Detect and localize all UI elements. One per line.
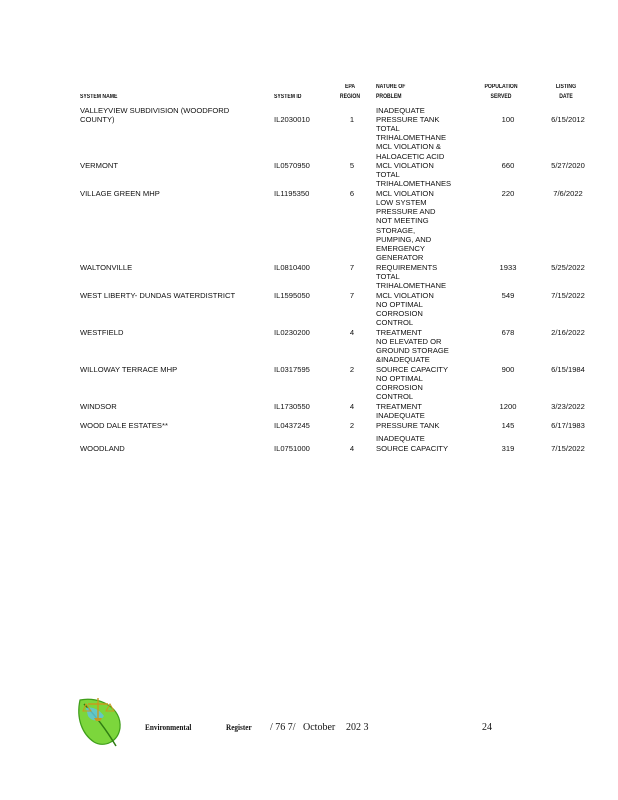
header-listing-line1: LISTING (555, 84, 577, 90)
system-name: WALTONVILLE (80, 263, 133, 272)
system-name: VALLEYVIEW SUBDIVISION (WOODFORD COUNTY) (80, 106, 230, 125)
problem-fragment-line: CORROSION (376, 383, 423, 393)
problem-fragment-line: EMERGENCY (376, 244, 425, 254)
listing-date: 6/15/1984 (551, 365, 585, 374)
problem-fragment-line: CONTROL (376, 318, 414, 328)
problem-fragment-line: &INADEQUATE (376, 355, 430, 365)
listing-date: 7/15/2022 (551, 291, 585, 300)
problem-fragment (376, 124, 466, 161)
population-served: 678 (501, 328, 515, 337)
footer-title-register: Register (226, 722, 252, 732)
epa-region: 7 (349, 291, 355, 300)
listing-date: 6/15/2012 (551, 115, 585, 124)
epa-region: 2 (349, 365, 355, 374)
nature-of-problem: TREATMENT (376, 328, 422, 337)
header-epa-region (335, 82, 366, 102)
header-epa-region-line2: REGION (339, 94, 361, 100)
population-served: 549 (501, 291, 515, 300)
header-population-line2: SERVED (490, 94, 512, 100)
problem-fragment-line: GROUND STORAGE (376, 346, 449, 356)
problem-fragment (376, 411, 466, 420)
system-name: VERMONT (80, 161, 118, 170)
problem-fragment-line: TOTAL (376, 170, 400, 179)
population-served: 319 (501, 444, 515, 453)
header-system-id: SYSTEM ID (274, 94, 302, 100)
nature-of-problem: MCL VIOLATION (376, 161, 434, 170)
nature-of-problem: MCL VIOLATION (376, 291, 434, 300)
system-id: IL2030010 (274, 115, 310, 124)
problem-fragment-line: TRIHALOMETHANE (376, 281, 447, 291)
population-served: 220 (501, 189, 515, 198)
system-id: IL0810400 (274, 263, 310, 272)
problem-fragment-line: NOT MEETING (376, 216, 429, 226)
nature-of-problem: TREATMENT (376, 402, 422, 411)
nature-of-problem: PRESSURE TANK (376, 421, 440, 430)
header-nature-of-problem (376, 82, 405, 102)
system-name: WESTFIELD (80, 328, 124, 337)
system-name: WILLOWAY TERRACE MHP (80, 365, 178, 374)
population-served: 1200 (499, 402, 517, 411)
system-name: WOOD DALE ESTATES** (80, 421, 168, 430)
problem-fragment (376, 434, 466, 443)
header-listing-date (549, 82, 583, 102)
footer-month: October (303, 722, 336, 733)
footer-issue: / 76 7/ (270, 722, 296, 733)
header-population-line1: POPULATION (484, 84, 518, 90)
listing-date: 2/16/2022 (551, 328, 585, 337)
problem-fragment (376, 170, 466, 188)
nature-of-problem: SOURCE CAPACITY (376, 444, 449, 453)
problem-fragment-line: TRIHALOMETHANES (376, 179, 452, 189)
listing-date: 7/15/2022 (551, 444, 585, 453)
system-id: IL1195350 (274, 189, 310, 198)
problem-fragment-line: NO OPTIMAL (376, 300, 423, 309)
system-id: IL0317595 (274, 365, 310, 374)
header-nature-line1: NATURE OF (376, 84, 406, 90)
epa-region: 6 (349, 189, 355, 198)
problem-fragment-line: CORROSION (376, 309, 423, 319)
problem-fragment-line: PUMPING, AND (376, 234, 432, 244)
footer-title-environmental: Environmental (145, 722, 192, 732)
system-name: WINDSOR (80, 402, 117, 411)
population-served: 900 (501, 365, 515, 374)
epa-region: 4 (349, 328, 355, 337)
nature-of-problem: PRESSURE TANK (376, 115, 440, 124)
header-nature-line2: PROBLEM (376, 94, 402, 100)
nature-of-problem: SOURCE CAPACITY (376, 365, 449, 374)
listing-date: 6/17/1983 (551, 421, 585, 430)
listing-date: 5/25/2022 (551, 263, 585, 272)
epa-region: 2 (349, 421, 355, 430)
system-name: VILLAGE GREEN MHP (80, 189, 160, 198)
listing-date: 3/23/2022 (551, 402, 585, 411)
listing-date: 5/27/2020 (551, 161, 585, 170)
problem-fragment-line: HALOACETIC ACID (376, 151, 445, 161)
population-served: 1933 (499, 263, 517, 272)
epa-region: 4 (349, 444, 355, 453)
problem-fragment-line: MCL VIOLATION & (376, 142, 441, 152)
system-name: WEST LIBERTY- DUNDAS WATERDISTRICT (80, 291, 236, 300)
header-system-name: SYSTEM NAME (80, 94, 118, 100)
problem-fragment-line: LOW SYSTEM (376, 198, 427, 207)
problem-fragment (376, 198, 466, 262)
problem-fragment-line: NO ELEVATED OR (376, 337, 442, 346)
nature-of-problem: REQUIREMENTS (376, 263, 438, 272)
problem-fragment (376, 272, 466, 290)
system-id: IL0230200 (274, 328, 310, 337)
epa-region: 1 (349, 115, 355, 124)
problem-fragment-line: PRESSURE AND (376, 207, 436, 217)
leaf-scales-logo-icon (70, 694, 128, 750)
population-served: 100 (501, 115, 515, 124)
problem-fragment-line: TRIHALOMETHANE (376, 133, 447, 143)
footer-year: 202 3 (346, 722, 369, 733)
header-epa-region-line1: EPA (344, 84, 356, 90)
problem-fragment-line: GENERATOR (376, 253, 424, 263)
problem-fragment (376, 106, 466, 115)
nature-of-problem: MCL VIOLATION (376, 189, 434, 198)
problem-fragment (376, 337, 466, 365)
system-name: WOODLAND (80, 444, 125, 453)
system-id: IL0570950 (274, 161, 310, 170)
system-id: IL0751000 (274, 444, 310, 453)
problem-fragment (376, 300, 466, 328)
problem-fragment-line: TOTAL (376, 272, 400, 281)
header-listing-line2: DATE (559, 94, 573, 100)
problem-fragment (376, 374, 466, 402)
population-served: 145 (501, 421, 515, 430)
population-served: 660 (501, 161, 515, 170)
epa-region: 7 (349, 263, 355, 272)
epa-region: 5 (349, 161, 355, 170)
epa-region: 4 (349, 402, 355, 411)
problem-fragment-line: INADEQUATE (376, 434, 425, 443)
system-id: IL1595050 (274, 291, 310, 300)
problem-fragment-line: INADEQUATE (376, 411, 425, 420)
problem-fragment-line: INADEQUATE (376, 106, 425, 115)
problem-fragment-line: NO OPTIMAL (376, 374, 423, 383)
problem-fragment-line: CONTROL (376, 392, 414, 402)
header-population-served (481, 82, 520, 102)
problem-fragment-line: STORAGE, (376, 225, 416, 235)
listing-date: 7/6/2022 (553, 189, 583, 198)
system-id: IL0437245 (274, 421, 310, 430)
footer-page-number: 24 (482, 722, 492, 733)
system-id: IL1730550 (274, 402, 310, 411)
problem-fragment-line: TOTAL (376, 124, 400, 133)
